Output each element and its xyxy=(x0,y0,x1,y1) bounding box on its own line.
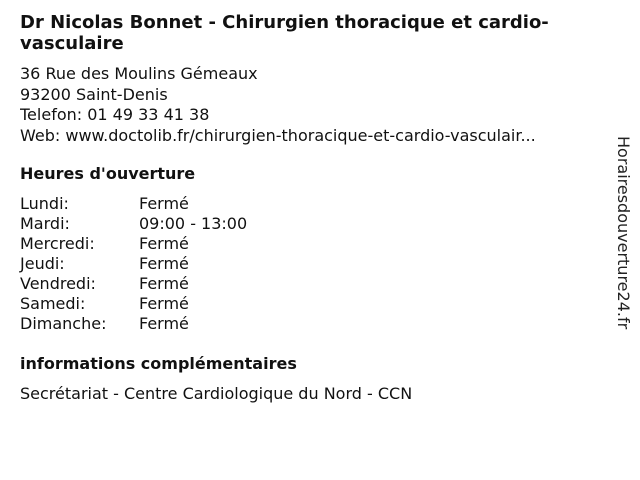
time-value: Fermé xyxy=(139,314,189,333)
hours-row-samedi xyxy=(20,294,247,314)
day-label: Jeudi: xyxy=(20,254,65,273)
hours-heading: Heures d'ouverture xyxy=(20,164,196,183)
street-address: 36 Rue des Moulins Gémeaux xyxy=(20,64,258,83)
opening-hours-list xyxy=(20,194,247,334)
day-label: Mercredi: xyxy=(20,234,95,253)
hours-row-lundi xyxy=(20,194,247,214)
day-label: Lundi: xyxy=(20,194,69,213)
hours-row-jeudi xyxy=(20,254,247,274)
address-block xyxy=(20,64,610,146)
time-value: Fermé xyxy=(139,254,189,273)
info-heading: informations complémentaires xyxy=(20,354,297,373)
day-label: Dimanche: xyxy=(20,314,107,333)
time-value: Fermé xyxy=(139,194,189,213)
phone-number: Telefon: 01 49 33 41 38 xyxy=(20,105,210,124)
time-value: 09:00 - 13:00 xyxy=(139,214,248,233)
time-value: Fermé xyxy=(139,274,189,293)
site-watermark: Horairesdouverture24.fr xyxy=(614,136,633,330)
city: 93200 Saint-Denis xyxy=(20,84,168,104)
info-text: Secrétariat - Centre Cardiologique du Nord - CCN xyxy=(20,384,413,403)
hours-row-mercredi xyxy=(20,234,247,254)
time-value: Fermé xyxy=(139,294,189,313)
hours-row-vendredi xyxy=(20,274,247,294)
hours-row-mardi xyxy=(20,214,247,234)
hours-row-dimanche xyxy=(20,314,247,334)
website-link[interactable]: Web: www.doctolib.fr/chirurgien-thoracique-et-cardio-vasculair... xyxy=(20,125,536,145)
day-label: Mardi: xyxy=(20,214,70,233)
time-value: Fermé xyxy=(139,234,189,253)
day-label: Samedi: xyxy=(20,294,86,313)
day-label: Vendredi: xyxy=(20,274,96,293)
page-title: Dr Nicolas Bonnet - Chirurgien thoracique et cardio-vasculaire xyxy=(20,12,549,54)
